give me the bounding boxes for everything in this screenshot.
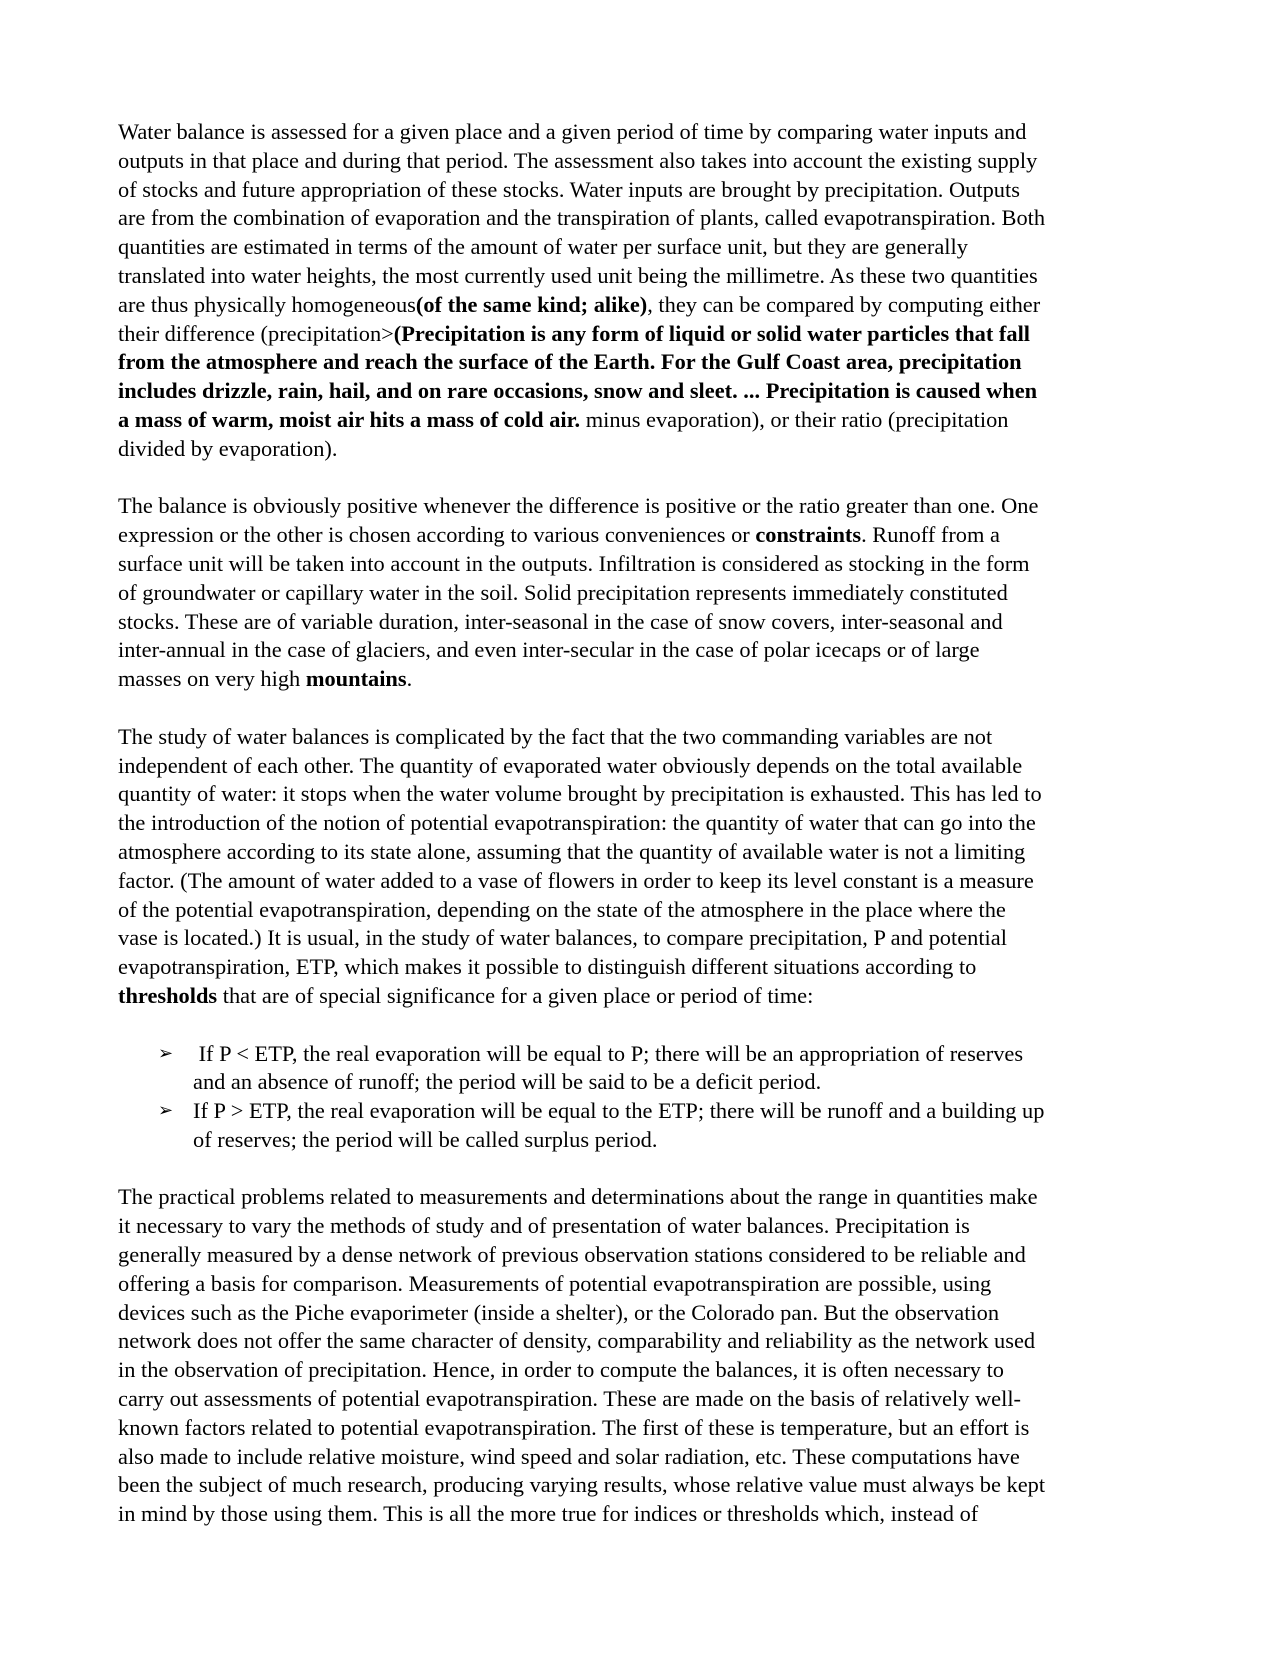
text-line	[118, 780, 1168, 809]
text-line	[193, 1097, 1168, 1126]
text-run: If P < ETP, the real evaporation will be equal to P; there will be an appropriation of reserves	[193, 1040, 1024, 1066]
text-run: inter-annual in the case of glaciers, and even inter-secular in the case of polar icecaps or of large	[118, 637, 980, 663]
text-line	[118, 1183, 1168, 1212]
paragraph	[118, 118, 1168, 464]
text-run: quantity of water: it stops when the water volume brought by precipitation is exhausted. This has led to	[118, 781, 1042, 807]
text-line	[118, 924, 1168, 953]
text-run: evapotranspiration, ETP, which makes it possible to distinguish different situations according to	[118, 954, 977, 980]
text-line	[118, 1241, 1168, 1270]
text-run: been the subject of much research, producing varying results, whose relative value must always be kept	[118, 1472, 1046, 1498]
text-run: and an absence of runoff; the period will be said to be a deficit period.	[193, 1069, 822, 1095]
text-run: , they can be compared by computing either	[647, 291, 1041, 317]
bold-text: constraints	[755, 522, 862, 548]
text-line	[118, 953, 1168, 982]
bold-text: (of the same kind; alike)	[415, 291, 648, 317]
text-line	[118, 752, 1168, 781]
bullet-list	[118, 1040, 1168, 1155]
text-run: of stocks and future appropriation of these stocks. Water inputs are brought by precipitation. Outputs	[118, 176, 1020, 202]
text-run: divided by evaporation).	[118, 435, 338, 461]
document-page	[118, 118, 1168, 1558]
text-line	[193, 1040, 1168, 1069]
text-run: expression or the other is chosen according to various conveniences or	[118, 522, 756, 548]
text-line	[118, 550, 1168, 579]
text-line	[118, 348, 1168, 377]
text-line	[118, 579, 1168, 608]
text-run: in mind by those using them. This is all the more true for indices or thresholds which, instead of	[118, 1501, 979, 1527]
text-run: are thus physically homogeneous	[118, 291, 416, 317]
text-run: translated into water heights, the most currently used unit being the millimetre. As these two quantities	[118, 262, 1038, 288]
text-line	[118, 1327, 1168, 1356]
text-run: also made to include relative moisture, wind speed and solar radiation, etc. These computations have	[118, 1443, 1020, 1469]
text-line	[118, 147, 1168, 176]
text-line	[118, 1471, 1168, 1500]
text-run: If P > ETP, the real evaporation will be equal to the ETP; there will be runoff and a building up	[193, 1098, 1045, 1124]
text-line	[118, 406, 1168, 435]
list-item	[118, 1040, 1168, 1098]
text-line	[118, 176, 1168, 205]
text-run: the introduction of the notion of potential evapotranspiration: the quantity of water that can go into the	[118, 810, 1036, 836]
text-line	[118, 291, 1168, 320]
text-run: that are of special significance for a given place or period of time:	[217, 982, 814, 1008]
text-run: stocks. These are of variable duration, inter-seasonal in the case of snow covers, inter-seasonal and	[118, 608, 1003, 634]
text-line	[118, 1443, 1168, 1472]
text-run: vase is located.) It is usual, in the study of water balances, to compare precipitation, P and potential	[118, 925, 1007, 951]
text-run: quantities are estimated in terms of the amount of water per surface unit, but they are generally	[118, 234, 968, 260]
text-line	[118, 233, 1168, 262]
text-line	[118, 982, 1168, 1011]
text-run: The practical problems related to measurements and determinations about the range in quantities make	[118, 1184, 1038, 1210]
text-line	[118, 665, 1168, 694]
text-run: independent of each other. The quantity of evaporated water obviously depends on the total available	[118, 752, 1023, 778]
final-paragraph	[118, 1183, 1168, 1529]
text-run: .	[406, 666, 413, 692]
text-line	[118, 1500, 1168, 1529]
text-line	[118, 1414, 1168, 1443]
text-run: factor. (The amount of water added to a vase of flowers in order to keep its level constant is a measure	[118, 867, 1034, 893]
text-line	[118, 262, 1168, 291]
text-run: offering a basis for comparison. Measurements of potential evapotranspiration are possible, using	[118, 1270, 992, 1296]
text-line	[193, 1126, 1168, 1155]
text-line	[118, 636, 1168, 665]
text-line	[193, 1068, 1168, 1097]
text-line	[118, 809, 1168, 838]
text-run: of groundwater or capillary water in the soil. Solid precipitation represents immediately constituted	[118, 579, 1008, 605]
text-line	[118, 1270, 1168, 1299]
text-run: it necessary to vary the methods of study and of presentation of water balances. Precipitation is	[118, 1213, 970, 1239]
bold-text: (Precipitation is any form of liquid or solid water particles that fall	[393, 320, 1031, 346]
bold-text: mountains	[305, 666, 407, 692]
text-run: known factors related to potential evapotranspiration. The first of these is temperature, but an effort is	[118, 1414, 1030, 1440]
text-run: minus evaporation), or their ratio (precipitation	[580, 406, 1009, 432]
text-line	[118, 204, 1168, 233]
text-line	[118, 377, 1168, 406]
text-run: The balance is obviously positive whenever the difference is positive or the ratio greater than one. One	[118, 493, 1039, 519]
text-run: their difference (precipitation>	[118, 320, 394, 346]
text-line	[118, 896, 1168, 925]
text-line	[118, 118, 1168, 147]
text-run: network does not offer the same character of density, comparability and reliability as the network used	[118, 1328, 1036, 1354]
text-run: . Runoff from a	[861, 522, 1000, 548]
paragraph	[118, 723, 1168, 1011]
text-run: The study of water balances is complicated by the fact that the two commanding variables are not	[118, 723, 993, 749]
text-run: devices such as the Piche evaporimeter (inside a shelter), or the Colorado pan. But the observation	[118, 1299, 1000, 1325]
text-run: outputs in that place and during that period. The assessment also takes into account the existing supply	[118, 147, 1038, 173]
text-line	[118, 521, 1168, 550]
paragraph	[118, 492, 1168, 694]
text-run: of reserves; the period will be called surplus period.	[193, 1126, 658, 1152]
text-line	[118, 1299, 1168, 1328]
list-item	[118, 1097, 1168, 1155]
document-body	[118, 118, 1168, 1011]
text-line	[118, 1212, 1168, 1241]
text-line	[118, 838, 1168, 867]
bold-text: a mass of warm, moist air hits a mass of cold air.	[118, 406, 581, 432]
text-run: surface unit will be taken into account in the outputs. Infiltration is considered as stocking in the form	[118, 550, 1030, 576]
text-run: atmosphere according to its state alone, assuming that the quantity of available water is not a limiting	[118, 838, 1026, 864]
text-line	[118, 608, 1168, 637]
text-run: masses on very high	[118, 666, 306, 692]
text-run: in the observation of precipitation. Hence, in order to compute the balances, it is often necessary to	[118, 1357, 1005, 1383]
text-line	[118, 1356, 1168, 1385]
arrow-bullet-icon: ➢	[158, 1100, 174, 1122]
text-run: Water balance is assessed for a given place and a given period of time by comparing water inputs and	[118, 119, 1027, 144]
text-line	[118, 320, 1168, 349]
text-run: are from the combination of evaporation and the transpiration of plants, called evapotranspiration. Both	[118, 205, 1046, 231]
text-line	[118, 1385, 1168, 1414]
text-run: carry out assessments of potential evapotranspiration. These are made on the basis of relatively well-	[118, 1386, 1022, 1412]
text-run: of the potential evapotranspiration, depending on the state of the atmosphere in the place where the	[118, 896, 1006, 922]
text-run: generally measured by a dense network of previous observation stations considered to be reliable and	[118, 1242, 1026, 1268]
arrow-bullet-icon: ➢	[158, 1042, 174, 1064]
bold-text: includes drizzle, rain, hail, and on rare occasions, snow and sleet. ... Precipitation is caused when	[118, 378, 1038, 404]
text-line	[118, 492, 1168, 521]
text-line	[118, 723, 1168, 752]
bold-text: from the atmosphere and reach the surface of the Earth. For the Gulf Coast area, precipitation	[118, 349, 1022, 375]
text-line	[118, 435, 1168, 464]
bold-text: thresholds	[118, 982, 218, 1008]
text-line	[118, 867, 1168, 896]
